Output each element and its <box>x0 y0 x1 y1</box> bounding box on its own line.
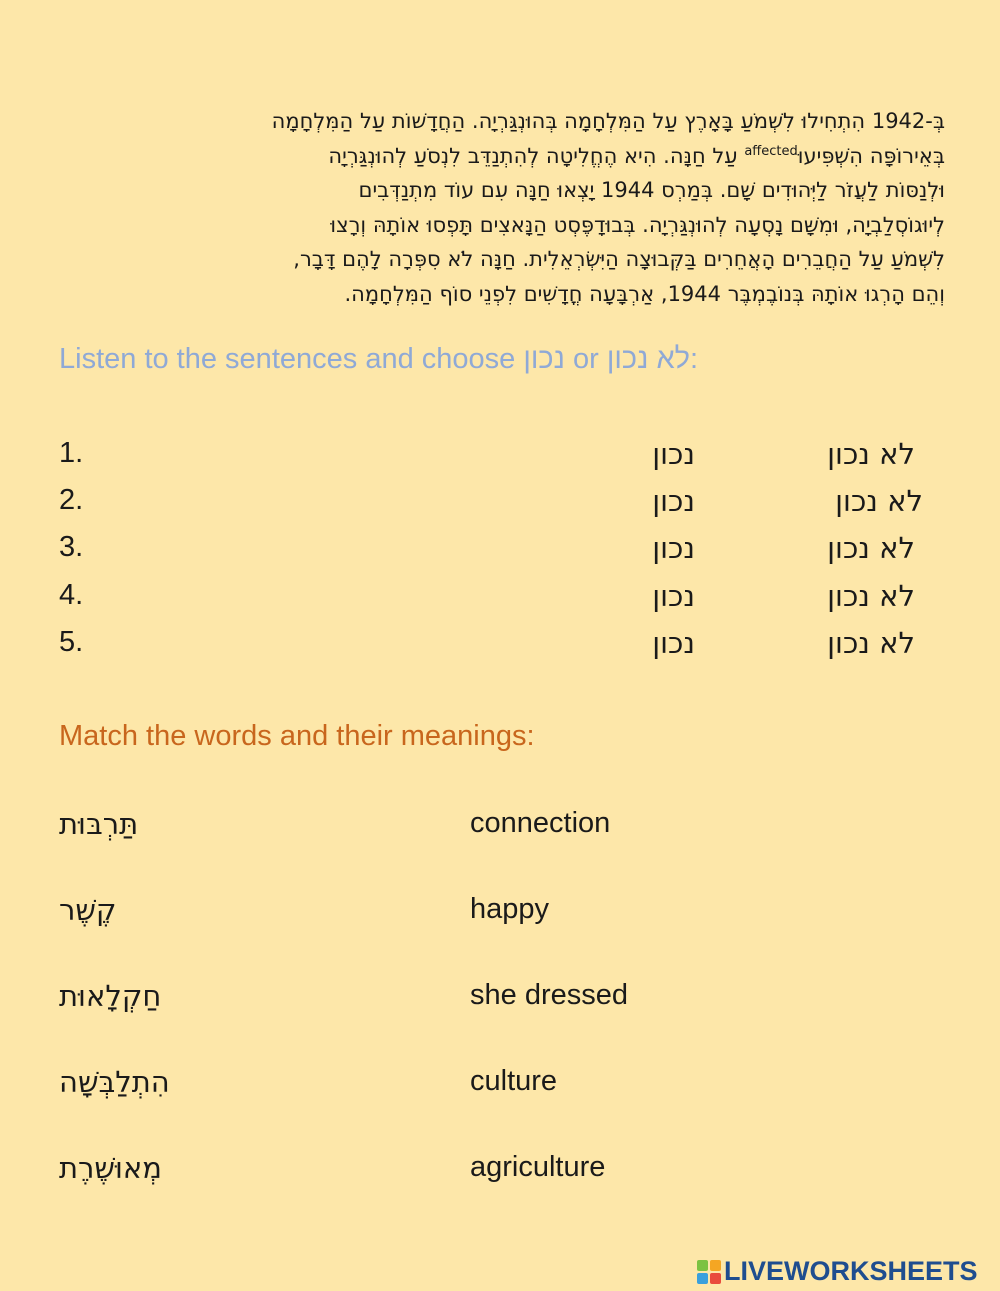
passage-line-4: לְיוּגוֹסְלַבְיָה, וּמִשָּׁם נָסְעָה לְהוּנְגַּרְיָה. בְּבוּדָפֶּסְט הַנָּאצִים תָּפְסוּ אוֹתָהּ וְרָצוּ <box>330 212 945 237</box>
match-instruction: Match the words and their meanings: <box>59 720 535 752</box>
question-number: 5. <box>59 626 84 658</box>
passage-line-6: וְהֵם הָרְגוּ אוֹתָהּ בְּנוֹבֶמְבֶּר 1944, אַרְבָּעָה חֳדָשִׁים לִפְנֵי סוֹף הַמִּלְחָמָה. <box>344 281 945 306</box>
passage-line-1: בְּ-1942 הִתְחִילוּ לִשְׁמֹעַ בָּאָרֶץ עַל הַמִּלְחָמָה בְּהוּנְגַּרְיָה. הַחֲדָשׁוֹת עַל הַמִּלְחָמָה <box>271 109 945 133</box>
passage-line-2 <box>60 139 945 174</box>
logo-squares-icon <box>697 1260 721 1284</box>
hebrew-word[interactable]: תַּרְבּוּת <box>59 807 139 841</box>
match-row-4 <box>0 1065 1000 1109</box>
match-row-2 <box>0 893 1000 937</box>
true-false-row-3 <box>0 531 1000 571</box>
false-option[interactable]: לא נכון <box>835 484 923 518</box>
true-option[interactable]: נכון <box>652 531 695 565</box>
hebrew-word[interactable]: קֶשֶׁר <box>59 893 117 927</box>
question-number: 2. <box>59 484 84 516</box>
hebrew-word[interactable]: מְאוּשֶׁרֶת <box>59 1151 162 1185</box>
true-false-row-5 <box>0 626 1000 666</box>
true-option[interactable]: נכון <box>652 626 695 660</box>
passage-line-2-start: בְּאֵירוֹפָּה הִשְׁפִּיעוּ <box>797 143 945 168</box>
true-false-row-1 <box>0 437 1000 477</box>
english-meaning[interactable]: connection <box>470 807 611 839</box>
gloss-affected: affected <box>744 143 798 159</box>
english-meaning[interactable]: happy <box>470 893 550 925</box>
true-option[interactable]: נכון <box>652 579 695 613</box>
false-option[interactable]: לא נכון <box>827 437 915 471</box>
true-false-row-4 <box>0 579 1000 619</box>
question-number: 1. <box>59 437 84 469</box>
false-option[interactable]: לא נכון <box>827 531 915 565</box>
reading-passage <box>60 104 945 311</box>
match-row-3 <box>0 979 1000 1023</box>
question-number: 3. <box>59 531 84 563</box>
hebrew-word[interactable]: חַקְלָאוּת <box>59 979 162 1013</box>
passage-line-2-rest: עַל חַנָּה. הִיא הֶחֱלִיטָה לְהִתְנַדֵּב לִנְסֹעַ לְהוּנְגַּרְיָה <box>328 143 738 168</box>
false-option[interactable]: לא נכון <box>827 626 915 660</box>
english-meaning[interactable]: agriculture <box>470 1151 606 1183</box>
true-false-row-2 <box>0 484 1000 524</box>
logo-text: LIVEWORKSHEETS <box>724 1256 978 1286</box>
question-number: 4. <box>59 579 84 611</box>
liveworksheets-logo <box>697 1256 978 1287</box>
true-option[interactable]: נכון <box>652 437 695 471</box>
english-meaning[interactable]: culture <box>470 1065 558 1097</box>
passage-line-5: לִשְׁמֹעַ עַל הַחֲבֵרִים הָאֲחֵרִים בַּקְּבוּצָה הַיִּשְׂרְאֵלִית. חַנָּה לֹא סִפְּרָה לָהֶם דָּבָר, <box>293 247 945 271</box>
hebrew-word[interactable]: הִתְלַבְּשָׁה <box>59 1065 170 1099</box>
passage-line-3: וּלְנַסּוֹת לַעֲזֹר לַיְּהוּדִים שָׁם. בְּמַרְס 1944 יָצְאוּ חַנָּה עִם עוֹד מִתְנַדְּבִים <box>358 178 945 202</box>
match-row-5 <box>0 1151 1000 1195</box>
listen-instruction: Listen to the sentences and choose נכון or לא נכון: <box>59 343 699 375</box>
true-option[interactable]: נכון <box>652 484 695 518</box>
match-row-1 <box>0 807 1000 851</box>
false-option[interactable]: לא נכון <box>827 579 915 613</box>
english-meaning[interactable]: she dressed <box>470 979 628 1011</box>
